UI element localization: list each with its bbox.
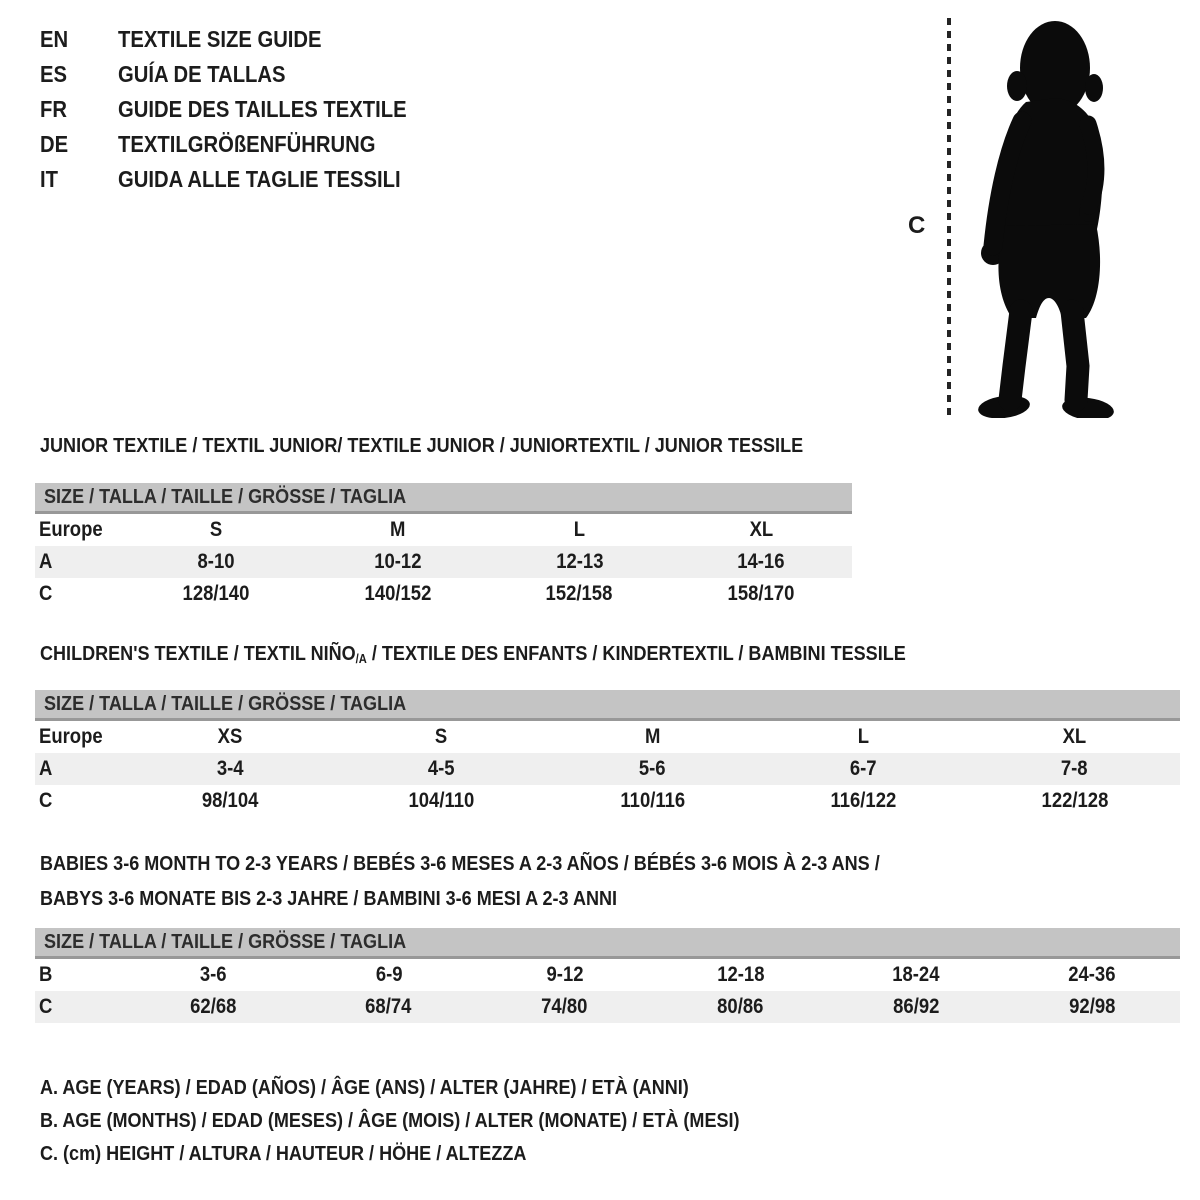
row-label: A <box>39 757 53 780</box>
language-row-it <box>40 162 446 197</box>
value-cell: 152/158 <box>545 582 613 605</box>
language-row-de <box>40 127 446 162</box>
value-cell: 128/140 <box>182 582 250 605</box>
size-header-bar: SIZE / TALLA / TAILLE / GRÖSSE / TAGLIA <box>35 690 1180 721</box>
language-code: EN <box>40 26 69 52</box>
children-size-table <box>35 690 1180 817</box>
size-header-bar: SIZE / TALLA / TAILLE / GRÖSSE / TAGLIA <box>35 928 1180 959</box>
babies-height-row <box>35 991 1180 1023</box>
value-cell: 68/74 <box>365 995 412 1018</box>
legend-line-b: B. AGE (MONTHS) / EDAD (MESES) / ÂGE (MOIS) / ALTER (MONATE) / ETÀ (MESI) <box>40 1108 740 1132</box>
region-label: Europe <box>39 725 103 748</box>
size-cell: S <box>209 518 223 541</box>
value-cell: 3-6 <box>199 963 227 986</box>
guide-title-de: TEXTILGRÖßENFÜHRUNG <box>118 131 376 157</box>
junior-size-table <box>35 483 852 610</box>
language-code: IT <box>40 166 58 192</box>
size-cell: S <box>435 725 448 748</box>
babies-title-line2: BABYS 3-6 MONATE BIS 2-3 JAHRE / BAMBINI 3-6 MESI A 2-3 ANNI <box>40 887 618 910</box>
value-cell: 8-10 <box>197 550 235 573</box>
language-row-es <box>40 57 446 92</box>
value-cell: 14-16 <box>737 550 785 573</box>
value-cell: 104/110 <box>408 789 475 812</box>
value-cell: 6-7 <box>850 757 877 780</box>
value-cell: 86/92 <box>893 995 940 1018</box>
row-label: C <box>39 582 53 605</box>
junior-height-row <box>35 578 852 610</box>
babies-title-line1: BABIES 3-6 MONTH TO 2-3 YEARS / BEBÉS 3-6 MESES A 2-3 AÑOS / BÉBÉS 3-6 MOIS À 2-3 ANS / <box>40 852 880 875</box>
children-section-title: CHILDREN'S TEXTILE / TEXTIL NIÑO/A / TEXTILE DES ENFANTS / KINDERTEXTIL / BAMBINI TESSILE <box>40 642 906 667</box>
value-cell: 4-5 <box>428 757 455 780</box>
measure-legend <box>40 1071 835 1170</box>
size-cell: M <box>389 518 406 541</box>
baby-silhouette-icon <box>960 16 1135 418</box>
row-label: C <box>39 995 53 1018</box>
height-measure-line <box>947 18 951 416</box>
value-cell: 6-9 <box>375 963 403 986</box>
value-cell: 80/86 <box>717 995 764 1018</box>
value-cell: 140/152 <box>364 582 432 605</box>
babies-months-row <box>35 959 1180 991</box>
junior-age-row <box>35 546 852 578</box>
value-cell: 18-24 <box>892 963 940 986</box>
nino-a-subscript: /A <box>355 651 367 667</box>
value-cell: 110/116 <box>620 789 685 812</box>
children-height-row <box>35 785 1180 817</box>
value-cell: 9-12 <box>546 963 584 986</box>
value-cell: 7-8 <box>1061 757 1088 780</box>
language-code: FR <box>40 96 67 122</box>
language-row-fr <box>40 92 446 127</box>
value-cell: 3-4 <box>217 757 244 780</box>
value-cell: 10-12 <box>373 550 422 573</box>
babies-size-table <box>35 928 1180 1023</box>
value-cell: 12-18 <box>716 963 765 986</box>
guide-title-it: GUIDA ALLE TAGLIE TESSILI <box>118 166 401 192</box>
size-cell: XL <box>749 518 773 541</box>
row-label: B <box>39 963 53 986</box>
row-label: C <box>39 789 53 812</box>
row-label: A <box>39 550 53 573</box>
value-cell: 24-36 <box>1068 963 1116 986</box>
language-list <box>40 22 446 197</box>
size-cell: L <box>857 725 870 748</box>
junior-sizes-row <box>35 514 852 546</box>
region-label: Europe <box>39 518 103 541</box>
size-cell: XL <box>1062 725 1087 748</box>
size-cell: L <box>573 518 586 541</box>
value-cell: 5-6 <box>639 757 666 780</box>
value-cell: 116/122 <box>830 789 897 812</box>
language-code: ES <box>40 61 68 87</box>
legend-line-a: A. AGE (YEARS) / EDAD (AÑOS) / ÂGE (ANS) / ALTER (JAHRE) / ETÀ (ANNI) <box>40 1075 689 1099</box>
guide-title-fr: GUIDE DES TAILLES TEXTILE <box>118 96 407 122</box>
value-cell: 12-13 <box>555 550 604 573</box>
junior-section-title: JUNIOR TEXTILE / TEXTIL JUNIOR/ TEXTILE JUNIOR / JUNIORTEXTIL / JUNIOR TESSILE <box>40 434 804 457</box>
value-cell: 122/128 <box>1041 789 1108 812</box>
value-cell: 158/170 <box>727 582 795 605</box>
size-cell: M <box>644 725 661 748</box>
babies-section-title <box>40 846 994 916</box>
size-header-bar: SIZE / TALLA / TAILLE / GRÖSSE / TAGLIA <box>35 483 852 514</box>
value-cell: 92/98 <box>1068 995 1116 1018</box>
value-cell: 74/80 <box>541 995 588 1018</box>
children-age-row <box>35 753 1180 785</box>
language-code: DE <box>40 131 69 157</box>
language-row-en <box>40 22 446 57</box>
legend-line-c: C. (cm) HEIGHT / ALTURA / HAUTEUR / HÖHE / ALTEZZA <box>40 1141 527 1165</box>
children-sizes-row <box>35 721 1180 753</box>
size-cell: XS <box>218 725 243 748</box>
value-cell: 62/68 <box>189 995 237 1018</box>
guide-title-en: TEXTILE SIZE GUIDE <box>118 26 322 52</box>
guide-title-es: GUÍA DE TALLAS <box>118 61 286 87</box>
height-measure-label: C <box>908 212 926 239</box>
value-cell: 98/104 <box>202 789 259 812</box>
